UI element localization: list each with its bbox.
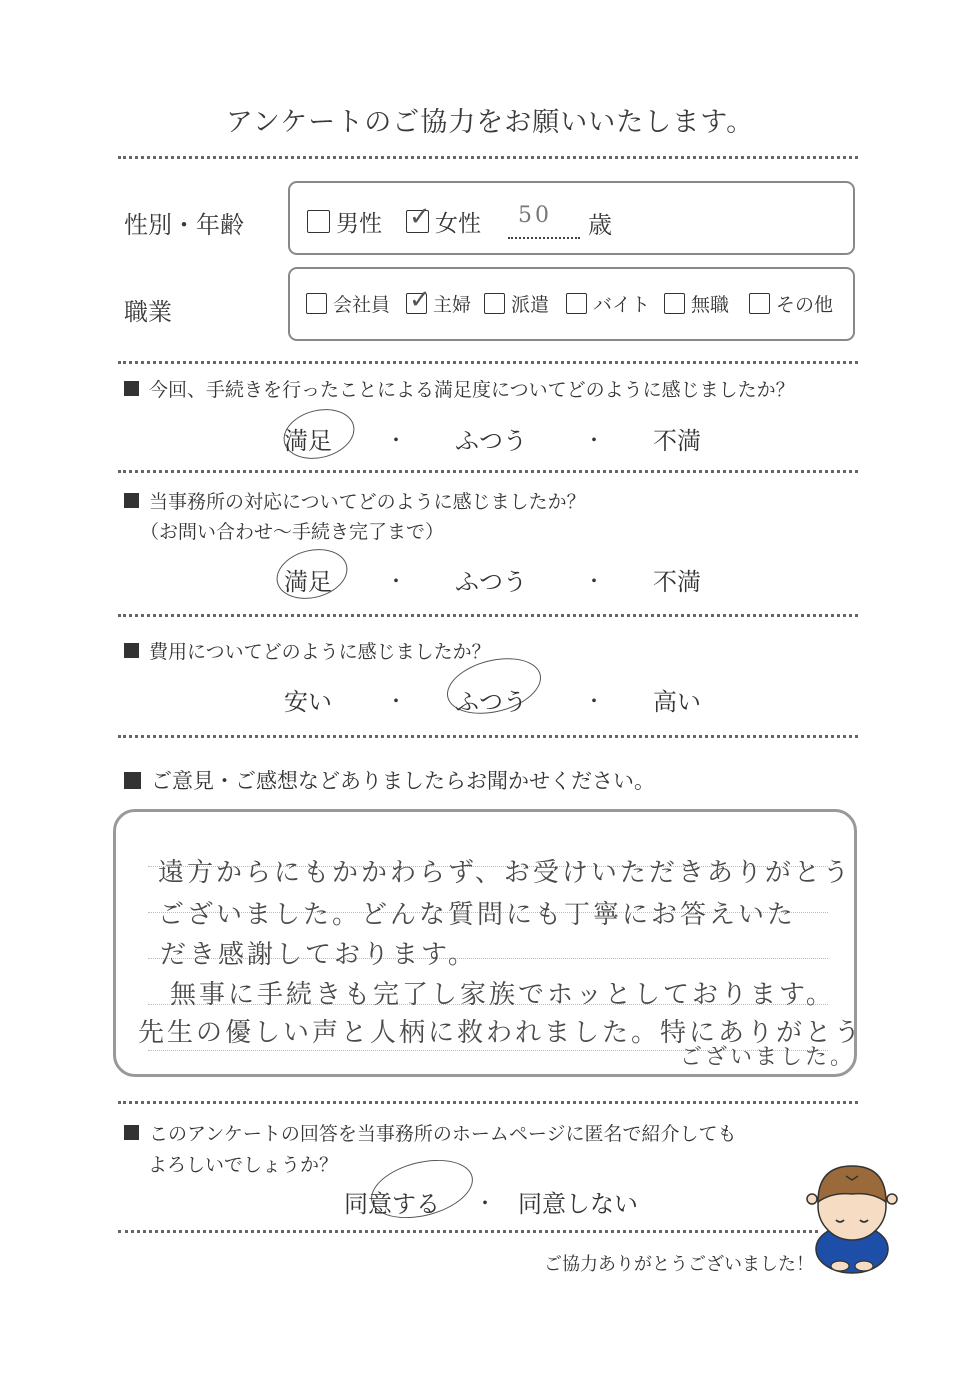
separator: ・: [386, 689, 406, 713]
page-title: アンケートのご協力をお願いいたします。: [225, 107, 755, 138]
question-2-text: 当事務所の対応についてどのように感じましたか？: [149, 491, 586, 513]
q2-option-3[interactable]: 不満: [653, 568, 701, 596]
occupation-option-label: その他: [776, 294, 834, 316]
divider: [118, 361, 858, 364]
question-5-text-2: よろしいでしょうか？: [148, 1154, 339, 1176]
separator: ・: [584, 569, 604, 593]
square-bullet-icon: [124, 643, 139, 658]
question-3-text: 費用についてどのように感じましたか？: [149, 641, 491, 663]
square-bullet-icon: [124, 381, 139, 396]
divider: [118, 614, 858, 617]
gender-female-option[interactable]: [406, 205, 481, 238]
occupation-checkbox[interactable]: [484, 293, 505, 314]
occupation-checkbox[interactable]: [664, 293, 685, 314]
comment-line: 先生の優しい声と人柄に救われました。特にありがとう: [138, 1018, 864, 1048]
occupation-option-label: 主婦: [433, 294, 472, 316]
occupation-option-label: 会社員: [333, 294, 391, 316]
q1-option-2[interactable]: ふつう: [455, 427, 527, 455]
question-1: [124, 375, 795, 402]
occupation-option[interactable]: [749, 290, 833, 317]
separator: ・: [584, 428, 604, 452]
female-checkbox[interactable]: [406, 210, 429, 233]
q2-option-2[interactable]: ふつう: [455, 568, 527, 596]
divider: [118, 1230, 818, 1233]
comment-line: ございました。: [680, 1045, 856, 1070]
consent-agree[interactable]: 同意する: [344, 1190, 440, 1218]
square-bullet-icon: [124, 1125, 139, 1140]
occupation-option[interactable]: [664, 290, 729, 317]
question-3: [124, 637, 491, 664]
square-bullet-icon: [124, 772, 141, 789]
separator: ・: [584, 689, 604, 713]
occupation-checkbox[interactable]: [306, 293, 327, 314]
comment-line: ございました。どんな質問にも丁寧にお答えいた: [158, 900, 797, 930]
q1-option-3[interactable]: 不満: [653, 427, 701, 455]
gender-age-label: 性別・年齢: [124, 211, 244, 239]
divider: [118, 1101, 858, 1104]
occupation-checkbox[interactable]: [749, 293, 770, 314]
occupation-checkbox[interactable]: [406, 293, 427, 314]
separator: ・: [475, 1191, 495, 1215]
occupation-option[interactable]: [484, 290, 549, 317]
bowing-character-icon: [800, 1154, 908, 1276]
comment-line: 無事に手続きも完了し家族でホッとしております。: [170, 980, 835, 1010]
occupation-label: 職業: [124, 298, 172, 326]
occupation-option-label: 派遣: [511, 294, 550, 316]
question-1-text: 今回、手続きを行ったことによる満足度についてどのように感じましたか？: [149, 379, 795, 401]
divider: [118, 156, 858, 159]
comment-line: だき感謝しております。: [160, 940, 477, 970]
question-4: [124, 765, 655, 795]
question-5-text: このアンケートの回答を当事務所のホームページに匿名で紹介しても: [149, 1123, 737, 1145]
male-label: 男性: [336, 211, 382, 237]
female-label: 女性: [435, 211, 481, 237]
thanks-message: ご協力ありがとうございました！: [544, 1254, 814, 1275]
q3-option-1[interactable]: 安い: [284, 688, 332, 716]
occupation-option[interactable]: [306, 290, 390, 317]
square-bullet-icon: [124, 493, 139, 508]
comment-line: 遠方からにもかかわらず、お受けいただきありがとう: [158, 858, 852, 888]
separator: ・: [386, 569, 406, 593]
divider: [118, 735, 858, 738]
question-4-text: ご意見・ご感想などありましたらお聞かせください。: [151, 769, 655, 793]
q3-option-2[interactable]: ふつう: [455, 688, 527, 716]
consent-disagree[interactable]: 同意しない: [518, 1190, 638, 1218]
q3-option-3[interactable]: 高い: [653, 688, 701, 716]
q2-option-1[interactable]: 満足: [284, 568, 332, 596]
male-checkbox[interactable]: [307, 210, 330, 233]
gender-male-option[interactable]: [307, 205, 382, 238]
occupation-checkbox[interactable]: [566, 293, 587, 314]
question-2-sub: （お問い合わせ〜手続き完了まで）: [140, 521, 445, 543]
question-2: [124, 487, 586, 514]
occupation-option[interactable]: [406, 290, 471, 317]
q1-option-1[interactable]: 満足: [284, 427, 332, 455]
occupation-option[interactable]: [566, 290, 650, 317]
occupation-option-label: バイト: [593, 294, 651, 316]
age-value: 50: [518, 203, 552, 228]
occupation-option-label: 無職: [691, 294, 730, 316]
divider: [118, 470, 858, 473]
occupation-options: [306, 290, 846, 316]
question-5: [124, 1119, 736, 1146]
age-unit: 歳: [588, 211, 612, 239]
age-field[interactable]: [508, 201, 580, 239]
separator: ・: [386, 428, 406, 452]
